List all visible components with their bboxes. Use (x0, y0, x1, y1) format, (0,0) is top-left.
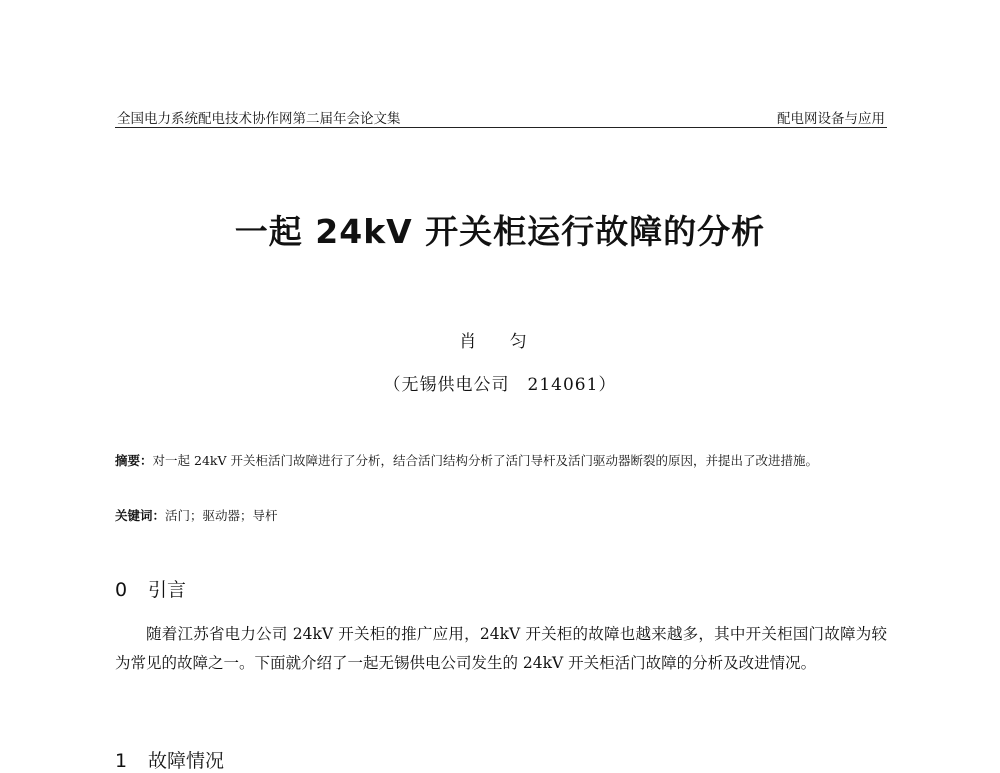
section-title: 故障情况 (148, 750, 225, 772)
header-section-title: 配电网设备与应用 (777, 111, 885, 127)
body-paragraph: 随着江苏省电力公司 24kV 开关柜的推广应用，24kV 开关柜的故障也越来越多，其中开关柜国门故障为较为常见的故障之一。下面就介绍了一起无锡供电公司发生的 24kV 开关柜活门故障的分析及改进情况。 (115, 625, 887, 672)
abstract-label: 摘要： (115, 453, 153, 468)
running-header (115, 103, 887, 128)
keywords (115, 505, 887, 527)
abstract (115, 447, 887, 474)
paper-author: 肖 匀 (459, 332, 541, 352)
paper-affiliation: （无锡供电公司 214061） (383, 375, 617, 395)
section-heading-intro (115, 575, 186, 602)
section-heading-fault (115, 746, 224, 773)
section-number: 0 (115, 579, 128, 601)
abstract-text: 对一起 24kV 开关柜活门故障进行了分析，结合活门结构分析了活门导杆及活门驱动器断裂的原因，并提出了改进措施。 (152, 453, 818, 468)
section-number: 1 (115, 750, 128, 772)
section-title: 引言 (148, 579, 187, 601)
keywords-label: 关键词： (115, 508, 166, 523)
keywords-text: 活门；驱动器；导杆 (165, 508, 278, 523)
paper-title: 一起 24kV 开关柜运行故障的分析 (234, 212, 766, 251)
header-proceedings-title: 全国电力系统配电技术协作网第二届年会论文集 (117, 111, 401, 127)
